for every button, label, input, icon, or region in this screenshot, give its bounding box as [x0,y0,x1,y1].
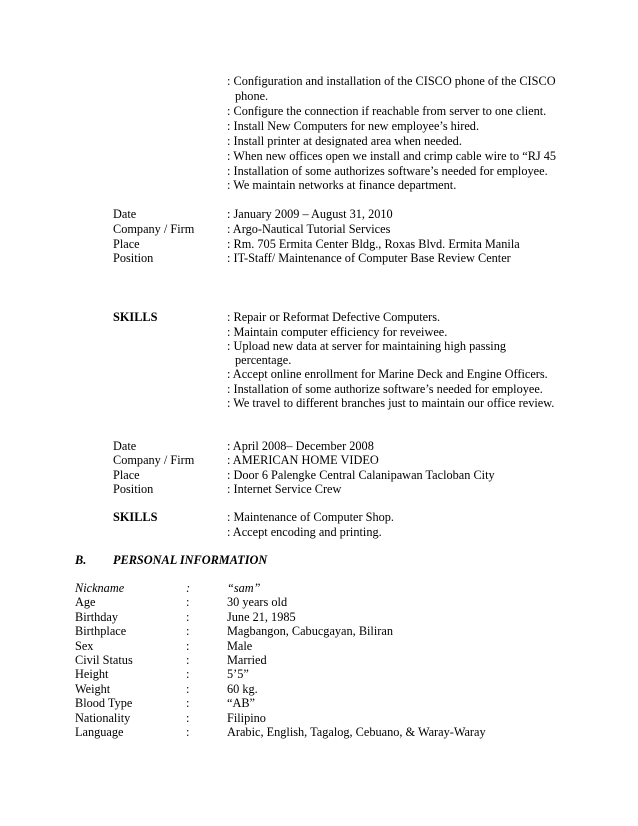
job2-label-place: Place [113,468,140,482]
personal-colon: : [186,653,190,667]
job2-label-company: Company / Firm [113,453,195,467]
skill-line: : Installation of some authorize software’s needed for employee. [227,382,543,396]
job2-value-place: : Door 6 Palengke Central Calanipawan Tacloban City [227,468,495,482]
duty-line: : Installation of some authorizes software’s needed for employee. [227,164,548,178]
personal-colon: : [186,682,190,696]
personal-value-sex: Male [227,639,253,653]
duty-line: : When new offices open we install and crimp cable wire to “RJ 45 [227,149,557,163]
personal-colon: : [186,725,190,739]
duty-line: : Configuration and installation of the CISCO phone of the CISCO [227,74,556,88]
job2-label-position: Position [113,482,154,496]
personal-label-height: Height [75,667,109,681]
skill-line: : Accept online enrollment for Marine Deck and Engine Officers. [227,367,548,381]
skill-line: : We travel to different branches just to maintain our office review. [227,396,555,410]
personal-value-birthday: June 21, 1985 [227,610,296,624]
duty-line: : We maintain networks at finance department. [227,178,457,192]
job1-label-place: Place [113,237,140,251]
personal-value-age: 30 years old [227,595,288,609]
skill-line: percentage. [235,353,292,367]
job1-label-company: Company / Firm [113,222,195,236]
personal-colon: : [186,595,190,609]
skill-line: : Maintenance of Computer Shop. [227,510,394,524]
personal-colon: : [186,639,190,653]
job2-skills-label: SKILLS [113,510,158,524]
personal-value-civil-status: Married [227,653,267,667]
personal-colon: : [186,610,190,624]
personal-value-blood-type: “AB” [227,696,255,710]
personal-colon: : [186,667,190,681]
personal-label-weight: Weight [75,682,111,696]
skill-line: : Repair or Reformat Defective Computers. [227,310,441,324]
personal-colon: : [186,711,190,725]
personal-label-sex: Sex [75,639,94,653]
job2-value-company: : AMERICAN HOME VIDEO [227,453,379,467]
skill-line: : Upload new data at server for maintaining high passing [227,339,506,353]
job2-value-position: : Internet Service Crew [227,482,342,496]
personal-value-nickname: “sam” [227,581,261,595]
job1-label-date: Date [113,207,137,221]
personal-label-civil-status: Civil Status [75,653,133,667]
job1-value-date: : January 2009 – August 31, 2010 [227,207,393,221]
skill-line: : Maintain computer efficiency for reveiwee. [227,325,448,339]
job2-label-date: Date [113,439,137,453]
personal-colon: : [186,581,191,595]
skill-line: : Accept encoding and printing. [227,525,382,539]
job1-skills-label: SKILLS [113,310,158,324]
job1-value-position: : IT-Staff/ Maintenance of Computer Base Review Center [227,251,511,265]
job1-value-company: : Argo-Nautical Tutorial Services [227,222,391,236]
personal-label-nickname: Nickname [75,581,125,595]
personal-value-birthplace: Magbangon, Cabucgayan, Biliran [227,624,393,638]
personal-value-height: 5’5” [227,667,249,681]
personal-label-age: Age [75,595,96,609]
personal-value-nationality: Filipino [227,711,266,725]
personal-colon: : [186,624,190,638]
personal-value-language: Arabic, English, Tagalog, Cebuano, & Waray-Waray [227,725,486,739]
duty-line: : Install printer at designated area when needed. [227,134,462,148]
personal-label-nationality: Nationality [75,711,131,725]
duty-line: : Configure the connection if reachable from server to one client. [227,104,547,118]
duty-line: : Install New Computers for new employee’s hired. [227,119,480,133]
section-b-letter: B. [75,553,87,567]
job1-label-position: Position [113,251,154,265]
personal-label-birthday: Birthday [75,610,119,624]
personal-value-weight: 60 kg. [227,682,258,696]
personal-label-blood-type: Blood Type [75,696,133,710]
section-b-title: PERSONAL INFORMATION [113,553,268,567]
duty-line: phone. [235,89,269,103]
job1-value-place: : Rm. 705 Ermita Center Bldg., Roxas Blvd. Ermita Manila [227,237,520,251]
personal-label-language: Language [75,725,124,739]
personal-label-birthplace: Birthplace [75,624,127,638]
job2-value-date: : April 2008– December 2008 [227,439,374,453]
personal-colon: : [186,696,190,710]
